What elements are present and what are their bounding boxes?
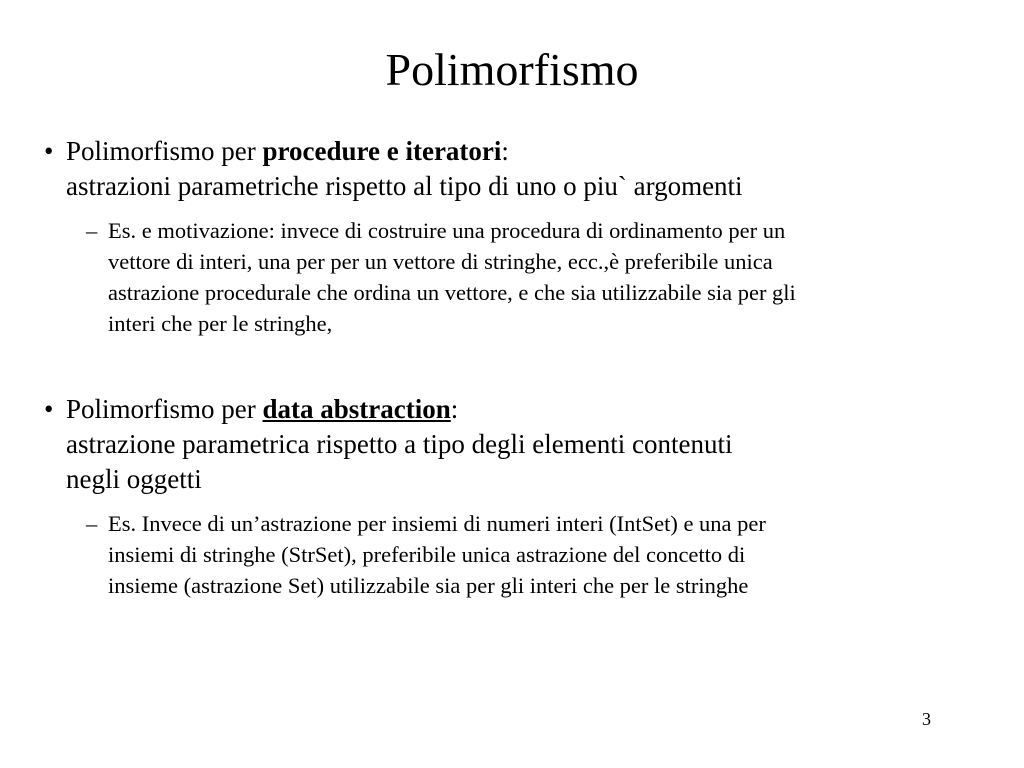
sub-bullet-example (86, 508, 986, 601)
bullet-heading-line (66, 392, 984, 427)
sub-bullet-line: Es. e motivazione: invece di costruire una procedura di ordinamento per un (108, 218, 786, 243)
slide-title: Polimorfismo (385, 44, 639, 95)
bullet-description-line: astrazione parametrica rispetto a tipo degli elementi contenuti (66, 429, 733, 459)
sub-bullet-marker: – (86, 218, 98, 243)
bullet-emphasis: procedure e iteratori (262, 136, 502, 166)
sub-bullet-line: interi che per le stringhe, (108, 311, 333, 336)
bullet-suffix: : (501, 136, 509, 166)
sub-bullet-marker: – (86, 511, 98, 536)
bullet-procedure-iteratori (44, 134, 984, 204)
bullet-heading-line (66, 134, 984, 169)
page-number: 3 (922, 709, 931, 729)
bullet-prefix: Polimorfismo per (66, 136, 263, 166)
sub-bullet-text (108, 215, 986, 339)
bullet-data-abstraction (44, 392, 984, 497)
bullet-marker: • (44, 136, 54, 166)
sub-bullet-line: astrazione procedurale che ordina un vettore, e che sia utilizzabile sia per gli (108, 280, 796, 305)
sub-bullet-line: Es. Invece di un’astrazione per insiemi di numeri interi (IntSet) e una per (108, 511, 766, 536)
bullet-marker: • (44, 394, 54, 424)
sub-bullet-line: vettore di interi, una per per un vettore di stringhe, ecc.,è preferibile unica (108, 249, 773, 274)
bullet-description-line: astrazioni parametriche rispetto al tipo di uno o piu` argomenti (66, 171, 743, 201)
bullet-prefix: Polimorfismo per (66, 394, 263, 424)
bullet-emphasis: data abstraction (262, 394, 451, 424)
sub-bullet-motivation (86, 215, 986, 339)
bullet-suffix: : (450, 394, 459, 424)
sub-bullet-line: insiemi di stringhe (StrSet), preferibile unica astrazione del concetto di (108, 542, 746, 567)
bullet-description-line: negli oggetti (66, 464, 202, 494)
sub-bullet-text (108, 508, 986, 601)
bullet-text (66, 392, 984, 497)
bullet-text (66, 134, 984, 204)
sub-bullet-line: insieme (astrazione Set) utilizzabile sia per gli interi che per le stringhe (108, 573, 749, 598)
